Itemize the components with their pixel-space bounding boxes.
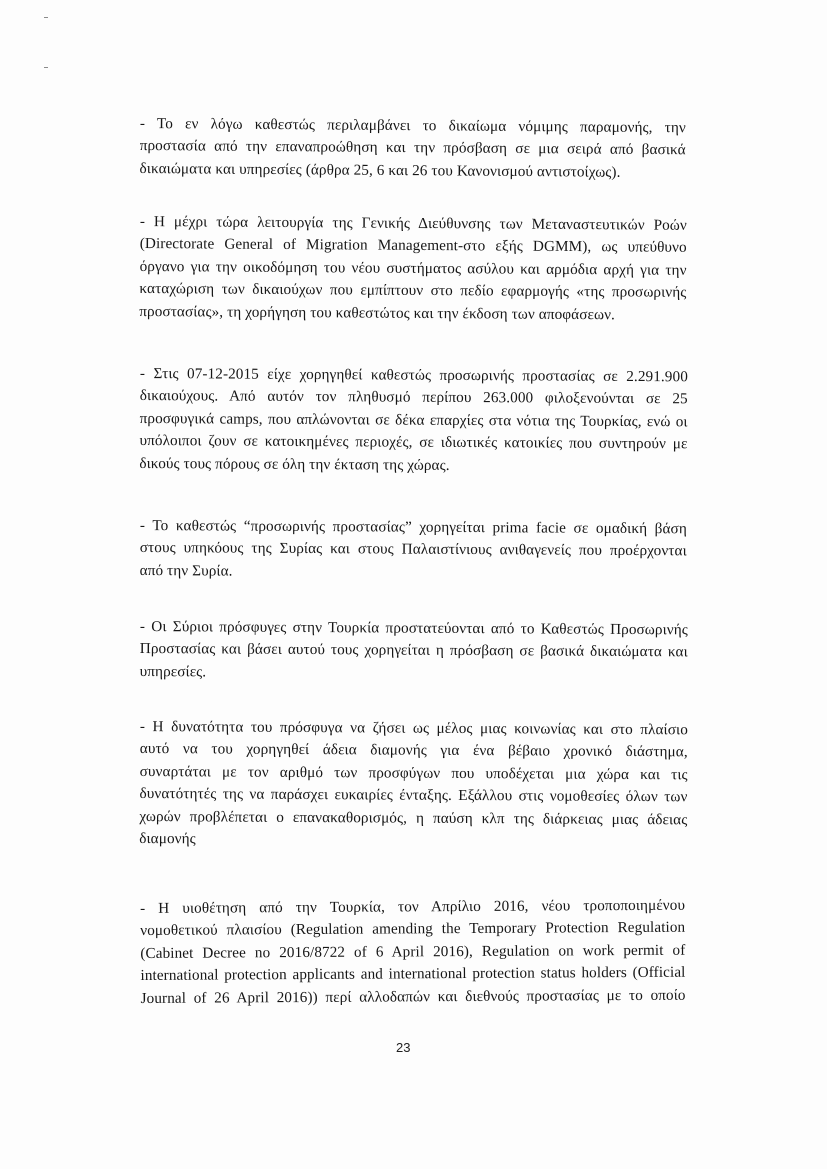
paragraph-line: - Η δυνατότητα του πρόσφυγα να ζήσει ως μέλος μιας κοινωνίας και στο πλαίσιο bbox=[139, 717, 688, 739]
paragraph-line: - Οι Σύριοι πρόσφυγες στην Τουρκία προστατεύονται από το Καθεστώς Προσωρινής bbox=[139, 617, 688, 639]
paragraph-line: δυνατότητές της να παράσχει ευκαιρίες ένταξης. Εξάλλου στις νομοθεσίες όλων των bbox=[139, 785, 688, 806]
paragraph-3 bbox=[139, 363, 688, 478]
paragraph-line: - Στις 07-12-2015 είχε χορηγηθεί καθεστώς προσωρινής προστασίας σε 2.291.900 bbox=[139, 364, 688, 386]
paragraph-4 bbox=[140, 515, 687, 586]
paragraph-line: (Cabinet Decree no 2016/8722 of 6 April 2016), Regulation on work permit of bbox=[140, 941, 686, 962]
paragraph-line: υπόλοιποι ζουν σε κατοικημένες περιοχές, σε ιδιωτικές κατοικίες που συντηρούν με bbox=[139, 432, 688, 453]
paragraph-line: υπηρεσίες. bbox=[139, 662, 207, 681]
paragraph-line: καταχώριση των δικαιούχων που εμπίπτουν στο πεδίο εφαρμογής «της προσωρινής bbox=[139, 280, 687, 302]
paragraph-line: προσφυγικά camps, που απλώνονται σε δέκα επαρχίες στα νότια της Τουρκίας, ενώ οι bbox=[139, 409, 688, 431]
paragraph-line: στους υπηκόους της Συρίας και στους Παλαιστίνιους ανιθαγενείς που προέρχονται bbox=[139, 539, 687, 560]
scan-mark bbox=[44, 17, 48, 18]
paragraph-6 bbox=[139, 716, 688, 854]
paragraph-line: δικαιώματα και υπηρεσίες (άρθρα 25, 6 και 26 του Κανονισμού αντιστοίχως). bbox=[139, 159, 621, 181]
paragraph-line: international protection applicants and international protection status holders (Official bbox=[140, 963, 686, 985]
paragraph-line: Journal of 26 April 2016)) περί αλλοδαπών και διεθνούς προστασίας με το οποίο bbox=[140, 986, 686, 1007]
paragraph-line: (Directorate General of Migration Management-στο εξής DGMM), ως υπεύθυνο bbox=[139, 235, 687, 257]
paragraph-line: - Το εν λόγω καθεστώς περιλαμβάνει το δικαίωμα νόμιμης παραμονής, την bbox=[139, 114, 686, 137]
paragraph-line: όργανο για την οικοδόμηση του νέου συστήματος ασύλου και αρμόδια αρχή για την bbox=[139, 257, 687, 279]
paragraph-line: - Η υιοθέτηση από την Τουρκία, τον Απρίλιο 2016, νέου τροποποιημένου bbox=[140, 896, 686, 917]
page-number: 23 bbox=[396, 1040, 411, 1055]
paragraph-line: από την Συρία. bbox=[139, 561, 233, 580]
paragraph-2 bbox=[139, 211, 687, 327]
paragraph-line: διαμονής bbox=[139, 830, 196, 848]
paragraph-line: αυτό να του χορηγηθεί άδεια διαμονής για ένα βέβαιο χρονικό διάστημα, bbox=[139, 740, 688, 761]
paragraph-7 bbox=[140, 895, 686, 1010]
paragraph-line: δικαιούχους. Από αυτόν τον πληθυσμό περίπου 263.000 φιλοξενούνται σε 25 bbox=[139, 387, 688, 408]
paragraph-line: Προστασίας και βάσει αυτού τους χορηγείται η πρόσβαση σε βασικά δικαιώματα και bbox=[139, 640, 688, 661]
paragraph-line: δικούς τους πόρους σε όλη την έκταση της χώρας. bbox=[139, 454, 450, 474]
paragraph-line: συναρτάται με τον αριθμό των προσφύγων που υποδέχεται μια χώρα και τις bbox=[139, 762, 688, 784]
scan-mark bbox=[44, 67, 48, 68]
paragraph-1 bbox=[139, 113, 686, 185]
paragraph-5 bbox=[140, 616, 688, 687]
paragraph-line: χωρών προβλέπεται ο επανακαθορισμός, η παύση κλπ της διάρκειας μιας άδειας bbox=[139, 807, 688, 828]
paragraph-line: - Η μέχρι τώρα λειτουργία της Γενικής Διεύθυνσης των Μεταναστευτικών Ροών bbox=[139, 212, 687, 234]
paragraph-line: - Το καθεστώς “προσωρινής προστασίας” χορηγείται prima facie σε ομαδική βάση bbox=[139, 516, 687, 538]
paragraph-line: προστασία από την επαναπροώθηση και την πρόσβαση σε μια σειρά από βασικά bbox=[139, 137, 686, 159]
paragraph-line: νομοθετικού πλαισίου (Regulation amending the Temporary Protection Regulation bbox=[140, 919, 686, 940]
paragraph-line: προστασίας», τη χορήγηση του καθεστώτος και την έκδοση των αποφάσεων. bbox=[139, 302, 616, 323]
